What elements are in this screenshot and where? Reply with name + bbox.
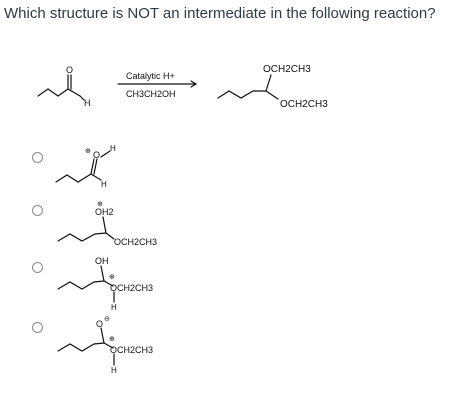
option-b-right-label: OCH2CH3 <box>114 237 158 247</box>
option-a-chain <box>56 174 91 182</box>
option-a-double-bond-1 <box>91 159 94 174</box>
option-a-charge: ⊕ <box>85 148 91 155</box>
option-b-top-bond <box>103 217 106 233</box>
reactant-o-label: O <box>66 65 74 75</box>
option-b-charge: ⊕ <box>97 201 103 208</box>
option-a-h-top: H <box>110 144 116 153</box>
option-c-chain <box>58 281 104 289</box>
option-c-top-label: OH <box>95 256 109 266</box>
option-b-chain <box>58 233 106 241</box>
option-d-chain <box>58 343 104 351</box>
product-top-bond <box>266 75 271 91</box>
option-c-right-label: OCH2CH3 <box>110 283 154 293</box>
reactant-h-label: H <box>84 98 91 108</box>
option-a-h-right: H <box>101 180 107 189</box>
option-a-ch-bond <box>91 174 101 180</box>
option-b-right-bond <box>106 233 114 239</box>
option-d-top-bond <box>101 328 104 343</box>
option-d-h-below: H <box>111 366 117 375</box>
product-top-label: OCH2CH3 <box>263 64 311 75</box>
option-c-charge: ⊕ <box>109 274 115 281</box>
option-a-oh-bond <box>101 151 110 157</box>
option-a-o-label: O <box>93 150 101 160</box>
product-right-label: OCH2CH3 <box>280 99 328 110</box>
arrow-condition-top: Catalytic H+ <box>126 71 175 81</box>
option-c-top-bond <box>101 266 104 281</box>
reactant-chain <box>38 89 80 96</box>
product-chain <box>218 91 266 98</box>
option-c-h-below: H <box>111 303 117 312</box>
option-b-top-label: OH2 <box>95 207 114 217</box>
option-a-double-bond-2 <box>94 159 97 174</box>
option-d-charge: ⊕ <box>109 336 115 343</box>
product-right-bond <box>266 91 278 99</box>
arrow-condition-bottom: CH3CH2OH <box>126 89 176 99</box>
option-d-charge-top: ⊖ <box>104 316 110 323</box>
question-text: Which structure is NOT an intermediate in the following reaction? <box>4 5 436 22</box>
option-d-right-label: OCH2CH3 <box>110 345 154 355</box>
option-d-top-label: O <box>96 319 104 329</box>
